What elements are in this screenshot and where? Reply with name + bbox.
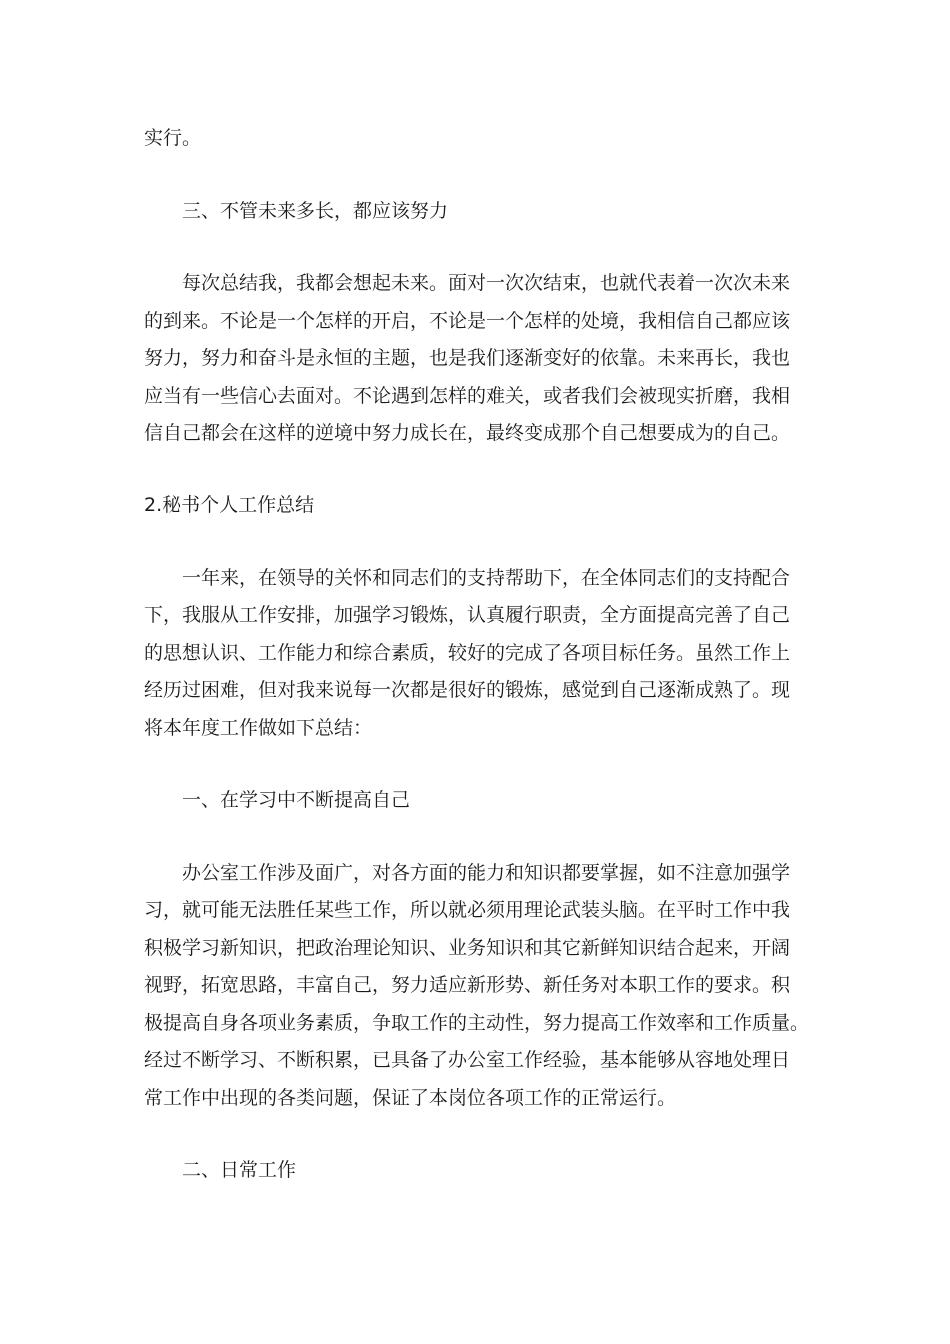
text-line: 视野，拓宽思路，丰富自己，努力适应新形势、新任务对本职工作的要求。积 bbox=[144, 974, 791, 996]
article-title: 2.秘书个人工作总结 bbox=[144, 494, 315, 516]
text-line: 实行。 bbox=[144, 127, 202, 149]
section-heading: 一、在学习中不断提高自己 bbox=[182, 789, 411, 811]
section-heading: 三、不管未来多长，都应该努力 bbox=[182, 200, 449, 222]
text-line: 极提高自身各项业务素质，争取工作的主动性，努力提高工作效率和工作质量。 bbox=[144, 1012, 810, 1034]
section-heading: 二、日常工作 bbox=[182, 1159, 297, 1181]
text-line: 将本年度工作做如下总结： bbox=[144, 717, 373, 739]
text-line: 积极学习新知识，把政治理论知识、业务知识和其它新鲜知识结合起来，开阔 bbox=[144, 937, 791, 959]
text-line: 每次总结我，我都会想起未来。面对一次次结束，也就代表着一次次未来 bbox=[182, 272, 791, 294]
text-line: 常工作中出现的各类问题，保证了本岗位各项工作的正常运行。 bbox=[144, 1087, 677, 1109]
text-line: 经历过困难，但对我来说每一次都是很好的锻炼，感觉到自己逐渐成熟了。现 bbox=[144, 679, 791, 701]
text-line: 的到来。不论是一个怎样的开启，不论是一个怎样的处境，我相信自己都应该 bbox=[144, 310, 791, 332]
text-line: 应当有一些信心去面对。不论遇到怎样的难关，或者我们会被现实折磨，我相 bbox=[144, 385, 791, 407]
text-line: 信自己都会在这样的逆境中努力成长在，最终变成那个自己想要成为的自己。 bbox=[144, 422, 791, 444]
text-line: 办公室工作涉及面广，对各方面的能力和知识都要掌握，如不注意加强学 bbox=[182, 862, 791, 884]
text-line: 经过不断学习、不断积累，已具备了办公室工作经验，基本能够从容地处理日 bbox=[144, 1049, 791, 1071]
text-line: 努力，努力和奋斗是永恒的主题，也是我们逐渐变好的依靠。未来再长，我也 bbox=[144, 347, 791, 369]
text-line: 一年来，在领导的关怀和同志们的支持帮助下，在全体同志们的支持配合 bbox=[182, 567, 791, 589]
text-line: 的思想认识、工作能力和综合素质，较好的完成了各项目标任务。虽然工作上 bbox=[144, 642, 791, 664]
text-line: 下，我服从工作安排，加强学习锻炼，认真履行职责，全方面提高完善了自己 bbox=[144, 604, 791, 626]
text-line: 习，就可能无法胜任某些工作，所以就必须用理论武装头脑。在平时工作中我 bbox=[144, 899, 791, 921]
